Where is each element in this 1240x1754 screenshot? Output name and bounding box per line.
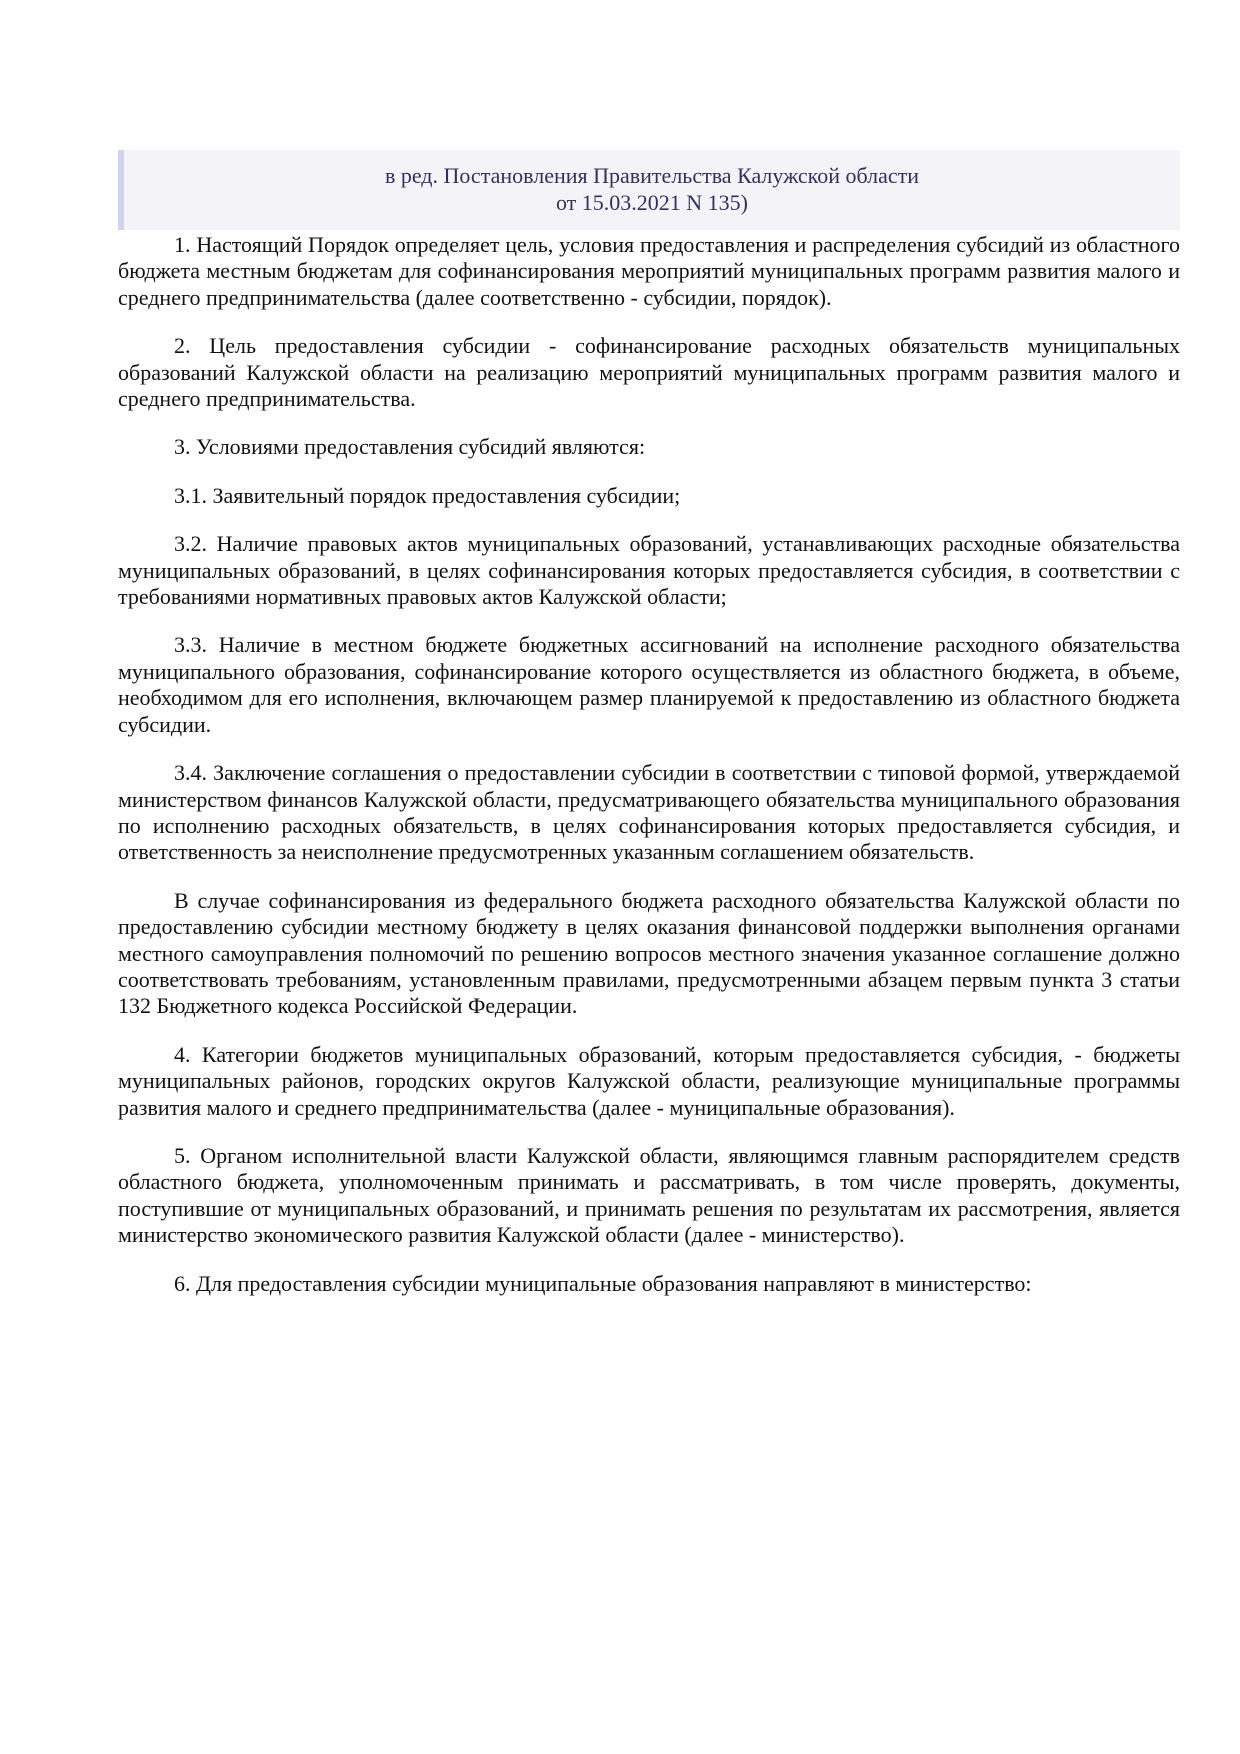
paragraph-3-1: 3.1. Заявительный порядок предоставления субсидии; <box>174 482 681 508</box>
paragraph-2: 2. Цель предоставления субсидии - софинансирование расходных обязательств муниципальных образований Калужской области на реализацию мероприятий муниципальных программ развития малого и среднего предпринимательства. <box>118 333 1180 412</box>
document-body <box>118 232 1180 1319</box>
paragraph-3-4: 3.4. Заключение соглашения о предоставлении субсидии в соответствии с типовой формой, утверждаемой министерством финансов Калужской области, предусматривающего обязательства муниципального образования по исполнению расходных обязательств, в целях софинансирования которых предоставляется субсидия, и ответственность за неисполнение предусмотренных указанным соглашением обязательств. <box>118 760 1180 865</box>
paragraph-3-3: 3.3. Наличие в местном бюджете бюджетных ассигнований на исполнение расходного обязательства муниципального образования, софинансирование которого осуществляется из областного бюджета, в объеме, необходимом для его исполнения, включающем размер планируемой к предоставлению из областного бюджета субсидии. <box>118 632 1180 737</box>
paragraph-6: 6. Для предоставления субсидии муниципальные образования направляют в министерство: <box>174 1270 1032 1296</box>
amendment-note-line2: от 15.03.2021 N 135) <box>555 190 749 215</box>
paragraph-3-2: 3.2. Наличие правовых актов муниципальных образований, устанавливающих расходные обязательства муниципальных образований, в целях софинансирования которых предоставляется субсидия, в соответствии с требованиями нормативных правовых актов Калужской области; <box>118 531 1180 610</box>
paragraph-4: 4. Категории бюджетов муниципальных образований, которым предоставляется субсидия, - бюджеты муниципальных районов, городских округов Калужской области, реализующие муниципальные программы развития малого и среднего предпринимательства (далее - муниципальные образования). <box>118 1041 1180 1120</box>
paragraph-5: 5. Органом исполнительной власти Калужской области, являющимся главным распорядителем средств областного бюджета, уполномоченным принимать и рассматривать, в том числе проверять, документы, поступившие от муниципальных образований, и принимать решения по результатам их рассмотрения, является министерство экономического развития Калужской области (далее - министерство). <box>118 1142 1180 1248</box>
amendment-note-line1: в ред. Постановления Правительства Калужской области <box>384 163 920 188</box>
paragraph-3-4-cont: В случае софинансирования из федерального бюджета расходного обязательства Калужской области по предоставлению субсидии местному бюджету в целях оказания финансовой поддержки выполнения органами местного самоуправления полномочий по решению вопросов местного значения указанное соглашение должно соответствовать требованиям, установленным правилами, предусмотренными абзацем первым пункта 3 статьи 132 Бюджетного кодекса Российской Федерации. <box>118 887 1180 1019</box>
paragraph-1: 1. Настоящий Порядок определяет цель, условия предоставления и распределения субсидий из областного бюджета местным бюджетам для софинансирования мероприятий муниципальных программ развития малого и среднего предпринимательства (далее соответственно - субсидии, порядок). <box>118 232 1180 310</box>
paragraph-3: 3. Условиями предоставления субсидий являются: <box>174 434 646 460</box>
amendment-note <box>118 150 1180 230</box>
